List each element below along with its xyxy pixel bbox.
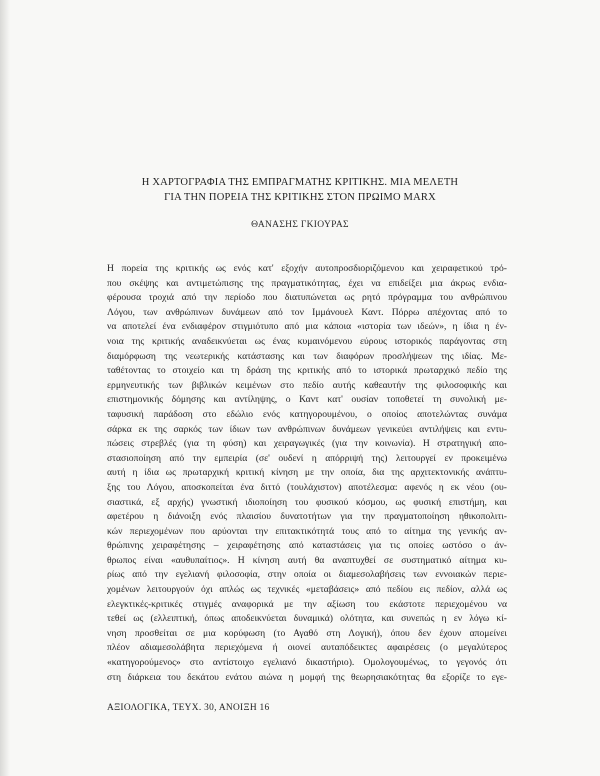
- body-line: νηση προσθείται σε μια κορύφωση (το Αγαθό στη Λογική), όπου δεν έχουν απομείνει: [107, 627, 507, 639]
- journal-footer: ΑΞΙΟΛΟΓΙΚΑ, ΤΕΥΧ. 30, ΑΝΟΙΞΗ 16: [107, 703, 270, 713]
- body-line: σάρκα εκ της σαρκός των ίδιων των ανθρώπινων δυνάμεων γενικεύει αντιλήψεις και εντυ-: [107, 423, 507, 435]
- body-line: να αποτελεί ένα ενδιαφέρον στιγμιότυπο από μια κάποια «ιστορία των ιδεών», η ίδια η έν-: [107, 321, 507, 333]
- body-line: στη διάρκεια του δεκάτου ενάτου αιώνα η μομφή της θεωρησιακότητας θα εξορίζε το εγε-: [107, 671, 507, 683]
- article-title: [100, 175, 500, 205]
- body-line: που σκέψης και αντιμετώπισης της πραγματικότητας, έχει να επιδείξει μια άκρως ενδια-: [107, 277, 507, 289]
- scan-edge-shadow: [0, 0, 10, 776]
- article-author: ΘΑΝΑΣΗΣ ΓΚΙΟΥΡΑΣ: [251, 220, 349, 230]
- body-line: τεθεί ως (ελλειπτική, όπως αποδεικνύεται δυναμικά) ολότητα, και συνεπώς η εν λόγω κί-: [107, 613, 507, 625]
- body-line: ερμηνευτικής των βιβλικών κειμένων στο πεδίο αυτής καθεαυτήν της φιλοσοφικής και: [107, 379, 507, 391]
- body-line: Η πορεία της κριτικής ως ενός κατ' εξοχήν αυτοπροσδιοριζόμενου και χειραφετικού τρό-: [107, 263, 507, 274]
- body-line: πώσεις στρεβλές (για τη φύση) και χειραγωγικές (για την κοινωνία). Η στρατηγική απο-: [107, 438, 507, 450]
- body-line: κών περιεχομένων που αρύονται την επιτακτικότητά τους από το αίτημα της γενικής αν-: [107, 525, 507, 537]
- body-line: χομένων λειτουργούν όχι απλώς ως τεχνικές «μεταβάσεις» από πεδίου εις πεδίον, αλλά ως: [107, 584, 507, 596]
- body-line: διαμόρφωση της νεωτερικής κατάστασης και των διαφόρων προσλήψεων της ιδίας. Με-: [107, 350, 507, 362]
- body-line: Λόγου, των ανθρώπινων δυνάμεων από τον Ιμμάνουελ Καντ. Πόρρω απέχοντας από το: [107, 306, 507, 318]
- body-line: ταθέτοντας το στοιχείο και τη δράση της κριτικής από το ιστορικά πρωταρχικό πεδίο της: [107, 365, 507, 377]
- body-line: σιαστικά, εξ αρχής) γνωστική ιδιοποίηση του φυσικού κόσμου, ως φυσική επιστήμη, και: [107, 496, 507, 508]
- body-line: αφετέρου η διάνοιξη ενός πλαισίου δυνατοτήτων για την πραγματοποίηση ηθικοπολιτι-: [107, 511, 507, 523]
- body-line: πλέον αδιαμεσολάβητα περιεχόμενα ή οιονεί αυταπόδεικτες αφαιρέσεις (ο μεγαλύτερος: [107, 642, 507, 654]
- body-line: θρώπινης χειραφέτησης – χειραφέτησης από καταστάσεις για τις οποίες ωστόσο ο άν-: [107, 540, 507, 552]
- body-line: ελεγκτικές-κριτικές στιγμές αναφορικά με την αξίωση του εκάστοτε περιεχομένου να: [107, 598, 507, 610]
- body-line: επιστημονικής δόμησης και αντίληψης, ο Καντ κατ' ουσίαν τοποθετεί τη συνολική με-: [107, 394, 507, 406]
- article-title-line-2: ΓΙΑ ΤΗΝ ΠΟΡΕΙΑ ΤΗΣ ΚΡΙΤΙΚΗΣ ΣΤΟΝ ΠΡΩΙΜΟ MARX: [164, 192, 436, 203]
- body-line: φέρουσα τροχιά από την περίοδο που διατυπώνεται ως ρητό πρόγραμμα του ανθρώπινου: [107, 292, 507, 304]
- body-line: θρωπος είναι «αυθυπαίτιος». Η κίνηση αυτή θα αναπτυχθεί σε συστηματικό αίτημα κυ-: [107, 554, 507, 566]
- body-line: ρίως από την εγελιανή φιλοσοφία, στην οποία οι διαμεσολαβήσεις των εννοιακών περιε-: [107, 569, 507, 581]
- article-title-line-1: Η ΧΑΡΤΟΓΡΑΦΙΑ ΤΗΣ ΕΜΠΡΑΓΜΑΤΗΣ ΚΡΙΤΙΚΗΣ. ΜΙΑ ΜΕΛΕΤΗ: [141, 177, 459, 188]
- body-line: αυτή η ίδια ως πρωταρχική κριτική κίνηση με την οποία, δια της αρχιτεκτονικής ανάπτυ-: [107, 467, 507, 479]
- body-line: στασιοποίηση από την εμπειρία (σε' ουδενί η απόρριψή της) λειτουργεί εν προκειμένω: [107, 452, 507, 464]
- article-body: [107, 262, 507, 685]
- body-line: νοια της κριτικής αναδεικνύεται ως ένας κυμαινόμενου εύρους ιστορικός παράγοντας στη: [107, 335, 507, 347]
- body-line: ξης του Λόγου, αποσκοπείται ένα διττό (τουλάχιστον) αποτέλεσμα: αφενός η εκ νέου (ου-: [107, 481, 507, 493]
- body-line: ταφυσική παράδοση στο εδώλιο ενός κατηγορουμένου, ο οποίος αποτελώντας συνάμα: [107, 408, 507, 420]
- body-line: «κατηγορούμενος» στο αντίστοιχο εγελιανό δικαστήριο). Ομολογουμένως, το γεγονός ότι: [107, 657, 507, 669]
